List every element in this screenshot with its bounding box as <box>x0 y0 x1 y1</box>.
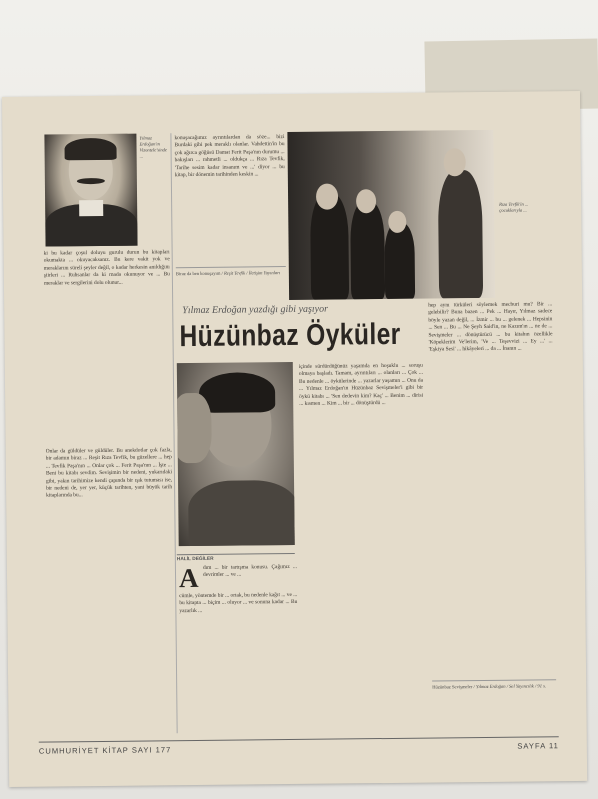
portrait-photo-man <box>44 134 137 247</box>
portrait-caption: Yılmaz Erdoğan'ın Vizontele'sinde ... <box>139 135 168 159</box>
magazine-page <box>2 91 587 787</box>
photo-credit: HALİL DEĞİLER <box>177 553 295 562</box>
column3-text: içinde sürdürdüğünüz yaşamda en hoşuklu ... soruşu olmaya başladı. Tamam, ayrıntıları ... olanları ... Çok ... Bu nedenle ... öykülerinde ... yazarlar yaşamın ... Onu da ... Yılmaz Erdoğan'ın Hüzünbaz Sevişmeler'i gibi bir öykü kitabı ... 'Sen dedevin kim? Kaç' ... Benim ... dirisi ... kısmen ... Kim ... bir ... dönüştürdü ... <box>298 362 424 407</box>
column1-text-upper: ki bu kadar çoşul doluyu gurulu durun bu kitapları okumakta ... okuyacaksanız. Bu kere vakit yok ve meraklarını süreli şeyler değil, o kadar herkesin anıldığını şiirleri ... Ruhsanlar da ki rnada okunuyor ve ... Bu meraklar ve sergilerini dolu olunur... <box>43 249 170 287</box>
children-photo-caption: Rıza Tevfik'in ... çocuklarıyla ... <box>499 201 529 213</box>
column2-text-bottom: cümle, yöntemde bir ... ortak, bu nedenle kağıt ... ve ... bu kitapta ... biçim ... oluyor ... ve sonuna kadar ... Bu yazarlık ... <box>179 591 298 614</box>
page-footer <box>38 741 559 756</box>
writer-photo <box>177 362 295 546</box>
caption-rule <box>176 266 286 268</box>
column2-text-top: konuşacağımız ayrıntılardan da söze... bizi Burdaki gibi pek meraklı olanlar. Vahdettin'in bu çok ağırca göğüsü Damat Ferit Paşa'nın durumu ... bakışları ... rahmetli ... oldukça ... Rıza Tevfik, 'Tarihe sesim kadar insanım ve ...' diyor ... bu kitap, bir dönemin tarihinden keskin ... <box>174 134 285 179</box>
page-number: SAYFA 11 <box>517 741 559 751</box>
drop-cap: A <box>178 562 199 594</box>
article-kicker: Yılmaz Erdoğan yazdığı gibi yaşıyor <box>182 303 329 317</box>
article-headline: Hüzünbaz Öyküler <box>179 317 401 354</box>
column4-text: hep aynı türküleri söylemek mecburi mu? Bir ... gelebilir? Buna bazen ... Pek ... Hayır, Yılmaz sadece böyle yazan değil, ... İzmir ... bu ... gelenek ... Hepsinin ... Sen ... Bu ... Ne Şeyh Said'in, ne Kazım'ın ... ne de ... Sevişmeler ... dönüştürücü ... bu kitabın özellikle 'Köpeklerim Ve'lerim, 'Ve ... Teşevvizi ... Ey ...' ... 'Eşkiya Sesi' ... hikâyeleri ... da ... İnanın ... <box>428 301 553 353</box>
review-caption-author: / Yılmaz Erdoğan / Sel Yayıncılık / 91 s. <box>473 683 547 690</box>
book-caption-author: / Reşit Tevfik / İletişim Yayınları <box>221 270 281 276</box>
book-caption-title: Biraz da ben konuşayım <box>175 270 221 277</box>
book-caption <box>176 270 288 287</box>
review-caption-rule <box>432 679 556 681</box>
column1-text-lower: Onlar da güldüler ve güldüler. Bu anekdotlar çok fazla, bir adamın biraz ... Reşit Rıza Tevfik, bu güzellere ... hep ... Tevfik Paşa'nın ... Onlar çok ... Ferit Paşa'nın ... İşte ... Beni bu kitabı sevdim. Sevişimin bir nedeni, yukarıdaki gibi, yakın tarihimize kendi çapında bir ışık tutuması ise, bir nedeni de, yer yer, küçük tarihten, yani büyük tarih kitaplarında bu... <box>45 447 173 499</box>
review-caption <box>432 683 558 700</box>
magazine-name: CUMHURİYET KİTAP SAYI 177 <box>38 745 172 756</box>
lead-text: dım ... bir tartışma konusu. Çağımız ... devrimler ... ve ... <box>202 563 297 579</box>
footer-rule <box>39 736 559 742</box>
photo-children-with-man <box>287 130 495 300</box>
review-caption-title: Hüzünbaz Sevişmeler <box>432 684 473 690</box>
